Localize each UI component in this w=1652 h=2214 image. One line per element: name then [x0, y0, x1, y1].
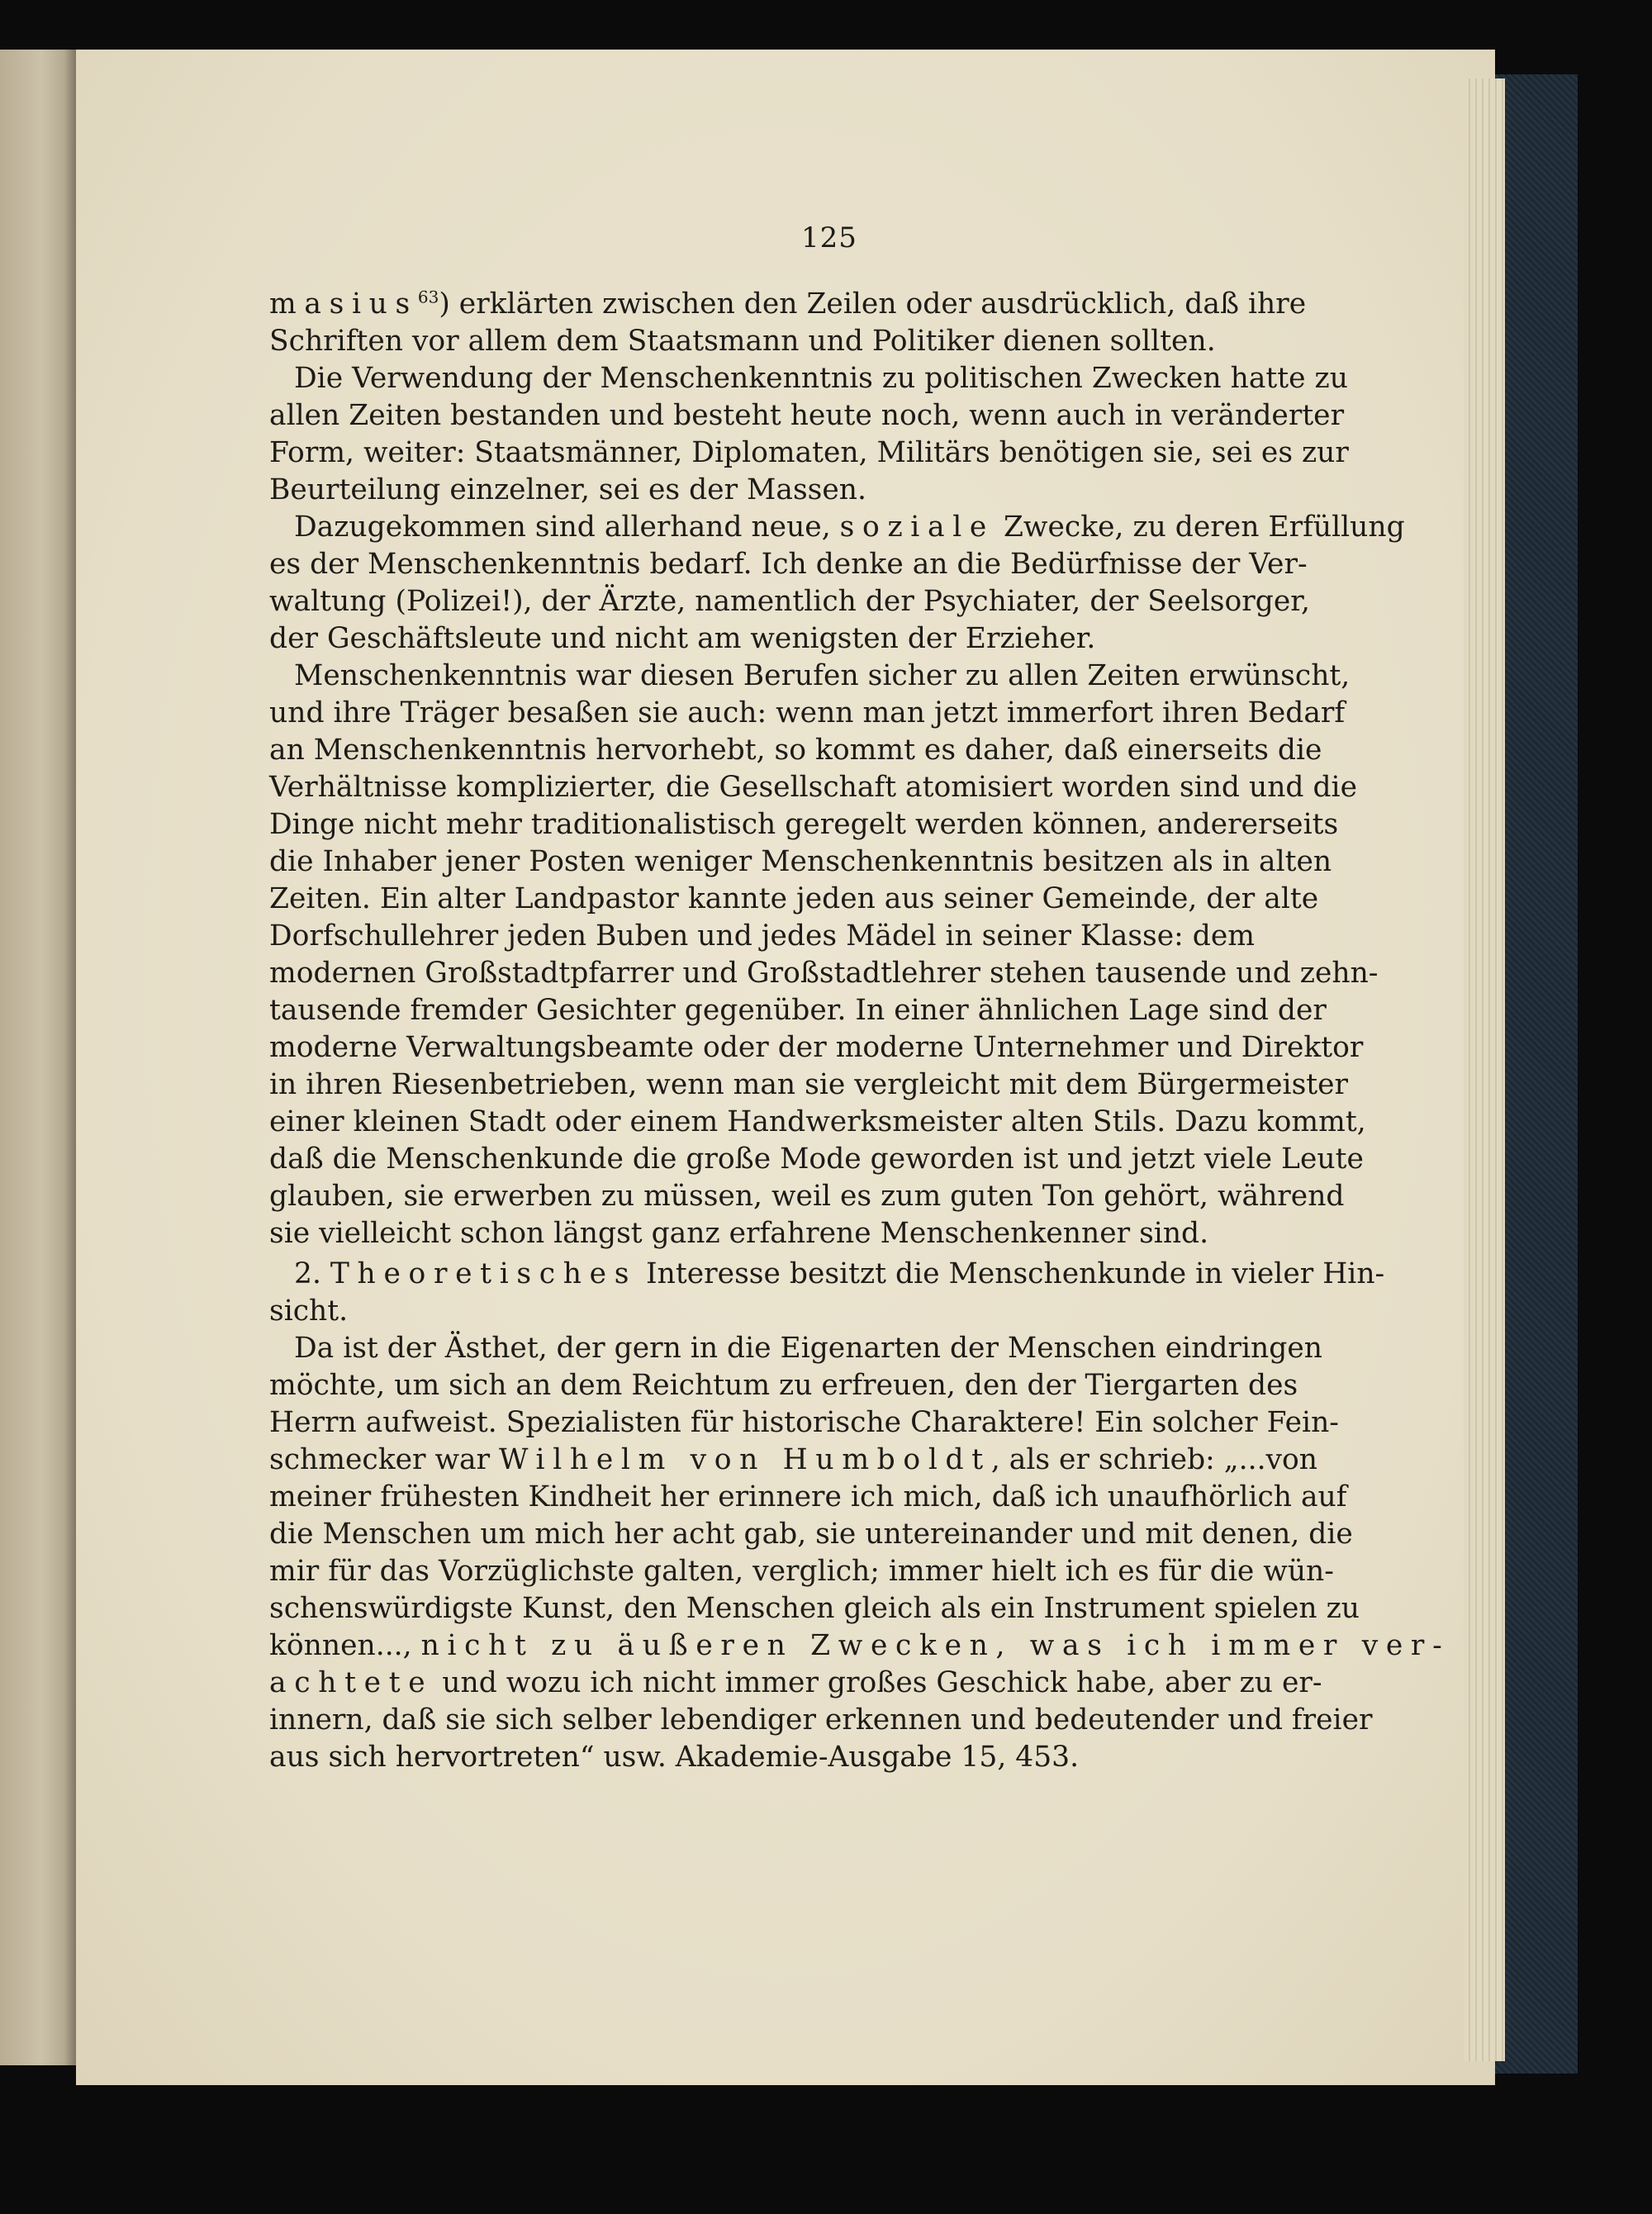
text-line	[269, 1029, 1364, 1067]
text-line	[269, 695, 1346, 732]
line-text: allen Zeiten bestanden und besteht heute noch, wenn auch in veränderter	[269, 399, 1345, 432]
page-number: 125	[801, 221, 857, 254]
text-line	[269, 1404, 1339, 1442]
line-text: in ihren Riesenbetrieben, wenn man sie vergleicht mit dem Bürgermeister	[269, 1068, 1349, 1101]
text-line	[269, 1367, 1298, 1404]
line-text: Dinge nicht mehr traditionalistisch geregelt werden können, andererseits	[269, 808, 1339, 841]
line-text: die Inhaber jener Posten weniger Menschenkenntnis besitzen als in alten	[269, 845, 1332, 878]
text-line	[269, 1739, 1249, 1776]
line-text: moderne Verwaltungsbeamte oder der moderne Unternehmer und Direktor	[269, 1031, 1364, 1064]
line-text: daß die Menschenkunde die große Mode geworden ist und jetzt viele Leute	[269, 1143, 1364, 1176]
line-text: Menschenkenntnis war diesen Berufen sicher zu allen Zeiten erwünscht,	[294, 659, 1351, 692]
text-line	[269, 806, 1339, 843]
spaced-emphasis: Theoretisches	[330, 1257, 638, 1290]
line-text: der Geschäftsleute und nicht am wenigsten der Erzieher.	[269, 622, 1096, 655]
text-line	[269, 509, 1405, 546]
text-line	[269, 1516, 1353, 1553]
line-text: können...,	[269, 1629, 421, 1662]
text-line	[269, 397, 1345, 435]
text-line	[269, 1104, 1366, 1141]
text-line	[269, 1256, 1385, 1293]
spaced-emphasis: soziale	[839, 511, 995, 544]
line-text: Verhältnisse komplizierter, die Gesellschaft atomisiert worden sind und die	[269, 771, 1357, 804]
line-text: die Menschen um mich her acht gab, sie untereinander und mit denen, die	[269, 1518, 1353, 1551]
text-line	[269, 1330, 1322, 1367]
line-text: einer kleinen Stadt oder einem Handwerksmeister alten Stils. Dazu kommt,	[269, 1105, 1366, 1138]
text-line	[269, 1665, 1322, 1702]
line-text: es der Menschenkenntnis bedarf. Ich denke an die Bedürfnisse der Ver-	[269, 548, 1308, 581]
line-text: innern, daß sie sich selber lebendiger erkennen und bedeutender und freier	[269, 1703, 1373, 1737]
spaced-emphasis: nicht zu äußeren Zwecken, was ich immer ver-	[420, 1629, 1450, 1662]
line-text: Zeiten. Ein alter Landpastor kannte jeden aus seiner Gemeinde, der alte	[269, 882, 1319, 915]
text-line	[269, 1293, 1249, 1330]
text-line	[269, 435, 1349, 472]
text-line	[269, 1627, 1450, 1665]
text-line	[269, 546, 1308, 583]
body-text	[269, 286, 1450, 1776]
line-text: an Menschenkenntnis hervorhebt, so kommt es daher, daß einerseits die	[269, 734, 1322, 767]
text-line	[269, 1442, 1318, 1479]
line-text: und ihre Träger besaßen sie auch: wenn man jetzt immerfort ihren Bedarf	[269, 696, 1346, 729]
line-text: modernen Großstadtpfarrer und Großstadtlehrer stehen tausende und zehn-	[269, 957, 1379, 990]
line-text: , als er schrieb: „...von	[990, 1443, 1318, 1476]
text-line	[269, 955, 1379, 992]
line-text: Zwecke, zu deren Erfüllung	[994, 511, 1405, 544]
line-text: mir für das Vorzüglichste galten, verglich; immer hielt ich es für die wün-	[269, 1555, 1334, 1588]
line-text: Beurteilung einzelner, sei es der Massen.	[269, 473, 866, 506]
line-text: Form, weiter: Staatsmänner, Diplomaten, Militärs benötigen sie, sei es zur	[269, 436, 1349, 469]
line-text: aus sich hervortreten“ usw. Akademie-Ausgabe 15, 453.	[269, 1741, 1080, 1774]
line-text: Dazugekommen sind allerhand neue,	[294, 511, 840, 544]
spaced-emphasis: masius	[269, 287, 418, 321]
text-line	[269, 1178, 1345, 1215]
line-text: möchte, um sich an dem Reichtum zu erfreuen, den der Tiergarten des	[269, 1369, 1298, 1402]
text-line	[269, 1067, 1349, 1104]
line-text: und wozu ich nicht immer großes Geschick habe, aber zu er-	[433, 1666, 1322, 1699]
line-text: sie vielleicht schon längst ganz erfahrene Menschenkenner sind.	[269, 1217, 1209, 1250]
text-line	[269, 1702, 1373, 1739]
line-text: 2.	[294, 1257, 330, 1290]
text-line	[269, 472, 1249, 509]
line-text: Schriften vor allem dem Staatsmann und Politiker dienen sollten.	[269, 325, 1216, 358]
line-text: Interesse besitzt die Menschenkunde in vieler Hin-	[637, 1257, 1385, 1290]
line-text: ) erklärten zwischen den Zeilen oder ausdrücklich, daß ihre	[439, 287, 1307, 321]
text-line	[269, 1141, 1364, 1178]
text-line	[269, 658, 1351, 695]
line-text: Dorfschullehrer jeden Buben und jedes Mädel in seiner Klasse: dem	[269, 919, 1255, 953]
line-text: schmecker war	[269, 1443, 500, 1476]
line-text: glauben, sie erwerben zu müssen, weil es zum guten Ton gehört, während	[269, 1180, 1345, 1213]
spaced-emphasis: Wilhelm von Humboldt	[499, 1443, 991, 1476]
line-text: Die Verwendung der Menschenkenntnis zu politischen Zwecken hatte zu	[294, 362, 1348, 395]
text-line	[269, 769, 1357, 806]
text-line	[269, 881, 1319, 918]
text-line	[269, 918, 1255, 955]
line-text: Herrn aufweist. Spezialisten für historische Charaktere! Ein solcher Fein-	[269, 1406, 1339, 1439]
footnote-ref: 63	[417, 287, 439, 307]
text-line	[269, 1479, 1347, 1516]
page-stack-edge	[1464, 78, 1505, 2061]
line-text: Da ist der Ästhet, der gern in die Eigenarten der Menschen eindringen	[294, 1332, 1322, 1365]
line-text: sicht.	[269, 1295, 349, 1328]
text-line	[269, 323, 1249, 360]
text-line	[269, 843, 1332, 881]
text-line	[269, 1553, 1334, 1590]
text-line	[269, 992, 1327, 1029]
text-line	[269, 583, 1310, 620]
text-line	[269, 360, 1348, 397]
spaced-emphasis: achtete	[269, 1666, 434, 1699]
text-line	[269, 1590, 1360, 1627]
line-text: tausende fremder Gesichter gegenüber. In einer ähnlichen Lage sind der	[269, 994, 1327, 1027]
text-line	[269, 620, 1249, 658]
text-line	[269, 286, 1307, 323]
line-text: schenswürdigste Kunst, den Menschen gleich als ein Instrument spielen zu	[269, 1592, 1360, 1625]
line-text: meiner frühesten Kindheit her erinnere ich mich, daß ich unaufhörlich auf	[269, 1480, 1347, 1513]
line-text: waltung (Polizei!), der Ärzte, namentlich der Psychiater, der Seelsorger,	[269, 585, 1310, 618]
text-line	[269, 732, 1322, 769]
text-line	[269, 1215, 1249, 1252]
